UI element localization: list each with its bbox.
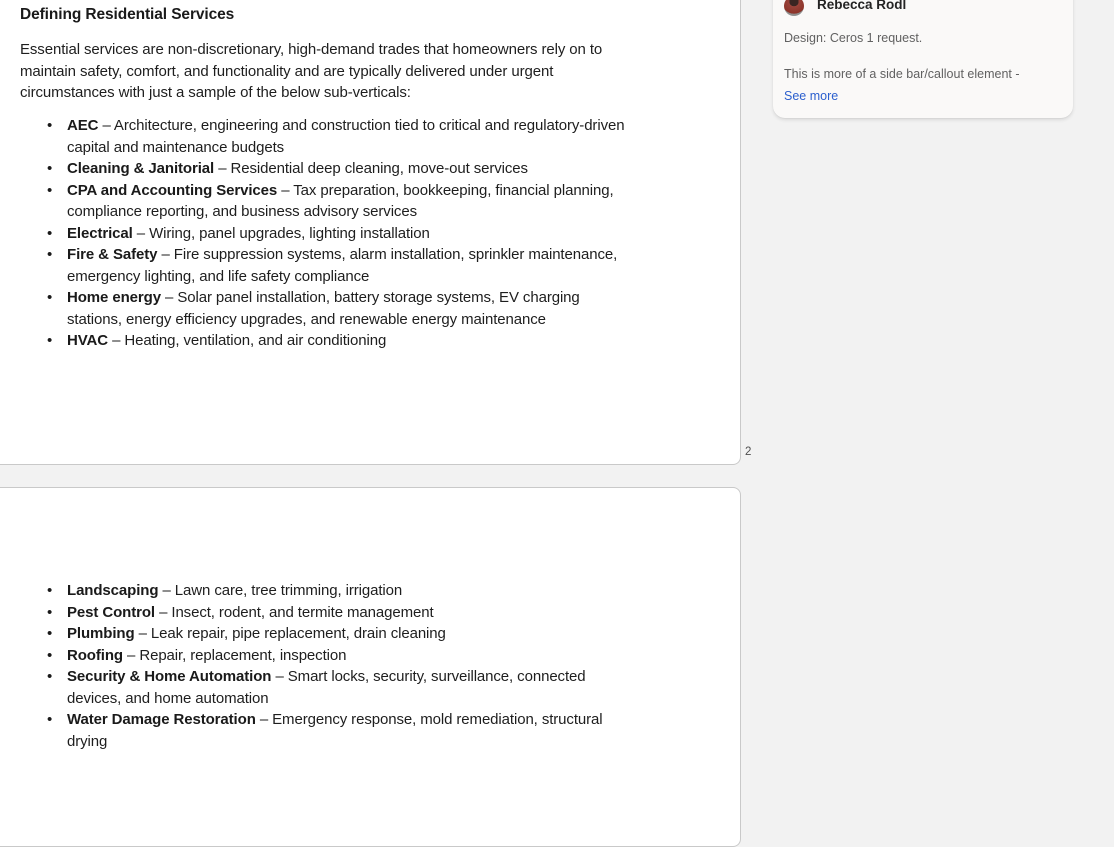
intro-paragraph: Essential services are non-discretionary, high-demand trades that homeowners rely on to maintain safety, comfort, and functionality and are typically delivered under urgent circumstances with just a sample of the below sub-verticals: [20, 41, 603, 101]
document-page-1[interactable] [0, 0, 741, 465]
list-item-description: – Fire suppression systems, alarm installation, sprinkler maintenance, emergency lighting, and life safety compliance [67, 246, 618, 285]
document-heading: Defining Residential Services [20, 6, 235, 23]
list-item-term: HVAC [67, 332, 108, 349]
comment-text-line-2: This is more of a side bar/callout element - [784, 67, 1020, 81]
page-1-content [20, 4, 636, 352]
list-item [47, 244, 634, 287]
list-item-description: – Smart locks, security, surveillance, connected devices, and home automation [67, 668, 586, 707]
list-item-description: – Leak repair, pipe replacement, drain cleaning [138, 625, 446, 642]
list-item-description: – Solar panel installation, battery storage systems, EV charging stations, energy efficiency upgrades, and renewable energy maintenance [67, 289, 580, 328]
list-item-description: – Architecture, engineering and construction tied to critical and regulatory-driven capital and maintenance budgets [67, 117, 625, 156]
see-more-link[interactable]: See more [784, 89, 839, 103]
list-item-term: Water Damage Restoration [67, 711, 256, 728]
list-item [47, 115, 634, 158]
list-item-term: AEC [67, 117, 99, 134]
comment-author: Rebecca Rodl [817, 0, 907, 12]
page-number: 2 [745, 446, 752, 458]
list-item-description: – Heating, ventilation, and air conditioning [112, 332, 387, 349]
list-item-description: – Residential deep cleaning, move-out services [218, 160, 528, 177]
list-item-term: Electrical [67, 224, 133, 242]
list-item [47, 580, 634, 602]
page-2-content [20, 580, 636, 752]
list-item-term: Pest Control [67, 603, 155, 621]
list-item [47, 666, 634, 709]
list-item [47, 330, 634, 352]
list-item-description: – Tax preparation, bookkeeping, financial planning, compliance reporting, and business advisory services [67, 181, 614, 220]
list-item-term: Roofing [67, 646, 123, 664]
list-item [47, 287, 634, 330]
list-item-description: – Repair, replacement, inspection [127, 646, 347, 664]
list-item-description: – Insect, rodent, and termite management [159, 603, 434, 621]
list-item [47, 645, 634, 667]
list-item-term: Security & Home Automation [67, 668, 272, 685]
list-item [47, 223, 634, 245]
document-page-2[interactable] [0, 487, 741, 847]
comment-text-line-1: Design: Ceros 1 request. [784, 31, 923, 45]
list-item [47, 709, 634, 752]
list-item [47, 158, 634, 180]
list-item [47, 602, 634, 624]
comment-card[interactable] [773, 0, 1073, 118]
list-item-term: Fire & Safety [67, 246, 158, 263]
list-item-description: – Emergency response, mold remediation, structural drying [67, 711, 603, 750]
list-item-term: Landscaping [67, 582, 159, 599]
list-item-term: Plumbing [67, 625, 135, 642]
services-list-page-2 [47, 580, 634, 752]
list-item [47, 623, 634, 645]
list-item-term: Cleaning & Janitorial [67, 160, 215, 177]
services-list-page-1 [47, 115, 634, 352]
list-item-term: Home energy [67, 289, 161, 306]
list-item [47, 180, 634, 223]
list-item-description: – Lawn care, tree trimming, irrigation [162, 582, 403, 599]
list-item-term: CPA and Accounting Services [67, 181, 278, 199]
avatar [784, 0, 804, 16]
list-item-description: – Wiring, panel upgrades, lighting installation [136, 224, 430, 242]
